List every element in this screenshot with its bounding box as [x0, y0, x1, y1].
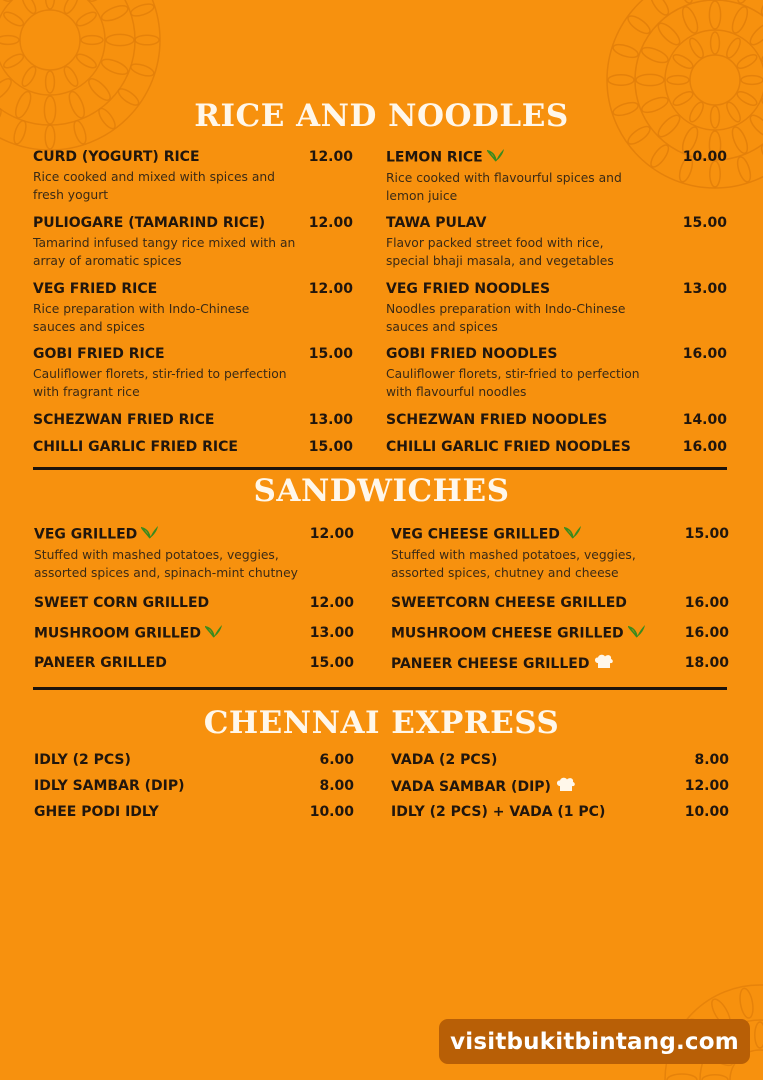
section-title-rice-and-noodles: RICE AND NOODLES — [194, 98, 569, 134]
menu-item-name — [391, 525, 729, 544]
menu-item-price: 15.00 — [309, 655, 354, 671]
website-link[interactable]: visitbukitbintang.com — [450, 1028, 739, 1055]
menu-item-description — [386, 235, 727, 270]
menu-item-price: 12.00 — [308, 149, 353, 165]
menu-item-price: 15.00 — [682, 215, 727, 231]
menu-item-description — [391, 547, 729, 582]
menu-item-name-text: GOBI FRIED NOODLES — [386, 346, 558, 362]
menu-item-description-line: Cauliflower florets, stir-fried to perfection — [386, 367, 640, 381]
menu-item-description — [33, 301, 353, 336]
leaf-icon — [487, 148, 505, 167]
menu-item — [386, 345, 727, 401]
menu-item-price: 6.00 — [319, 752, 354, 768]
leaf-icon — [205, 624, 223, 643]
menu-item-name — [391, 777, 729, 797]
website-badge[interactable] — [439, 1019, 750, 1064]
menu-item-name-text: SCHEZWAN FRIED NOODLES — [386, 412, 608, 428]
menu-item — [34, 594, 354, 612]
menu-item — [386, 280, 727, 336]
menu-item-description — [386, 366, 727, 401]
menu-item-name-text: PULIOGARE (TAMARIND RICE) — [33, 215, 266, 231]
menu-item-description — [386, 301, 727, 336]
menu-item-name-text: VADA SAMBAR (DIP) — [391, 779, 551, 795]
menu-item — [391, 803, 729, 821]
menu-item — [391, 777, 729, 797]
menu-item-description — [34, 547, 354, 582]
menu-item-price: 15.00 — [308, 346, 353, 362]
menu-item-description-line: Rice cooked and mixed with spices and — [33, 170, 275, 184]
menu-item — [391, 751, 729, 769]
menu-item-price: 12.00 — [309, 595, 354, 611]
menu-item-description — [33, 169, 353, 204]
menu-item-name-text: PANEER CHEESE GRILLED — [391, 656, 590, 672]
menu-item — [34, 525, 354, 582]
mandala-top-left-decoration — [0, 0, 170, 160]
menu-item — [386, 411, 727, 429]
menu-item-name — [391, 751, 729, 769]
menu-item — [386, 438, 727, 456]
menu-item-price: 13.00 — [682, 281, 727, 297]
menu-item — [33, 148, 353, 204]
menu-item-price: 15.00 — [684, 526, 729, 542]
menu-item-description-line: Stuffed with mashed potatoes, veggies, — [391, 548, 636, 562]
menu-item-name — [391, 654, 729, 674]
menu-item-description-line: Cauliflower florets, stir-fried to perfection — [33, 367, 287, 381]
menu-item-name — [386, 345, 727, 363]
menu-item-description-line: special bhaji masala, and vegetables — [386, 253, 614, 268]
menu-item-name-text: MUSHROOM GRILLED — [34, 625, 201, 642]
menu-item-price: 14.00 — [682, 412, 727, 428]
chef-hat-icon — [556, 777, 576, 797]
menu-item — [391, 594, 729, 612]
divider — [33, 687, 727, 690]
section-title-chennai-express: CHENNAI EXPRESS — [203, 705, 560, 741]
menu-item — [33, 411, 353, 429]
menu-item-name — [391, 803, 729, 821]
menu-item-price: 10.00 — [309, 804, 354, 820]
menu-item-name-text: CHILLI GARLIC FRIED NOODLES — [386, 439, 631, 455]
menu-item-price: 8.00 — [319, 778, 354, 794]
menu-item-name-text: VADA (2 PCS) — [391, 752, 498, 768]
menu-item-description-line: fresh yogurt — [33, 187, 109, 202]
menu-item-description — [386, 170, 727, 205]
menu-item — [33, 214, 353, 270]
menu-item-name-text: SWEET CORN GRILLED — [34, 595, 210, 611]
menu-item-description-line: Noodles preparation with Indo-Chinese — [386, 302, 626, 316]
menu-item-description-line: array of aromatic spices — [33, 253, 182, 268]
menu-item-name-text: VEG FRIED RICE — [33, 281, 158, 297]
menu-item-description-line: Flavor packed street food with rice, — [386, 236, 604, 250]
menu-item — [391, 624, 729, 643]
menu-item-name — [386, 438, 727, 456]
menu-item-description-line: with fragrant rice — [33, 384, 140, 399]
menu-item-description-line: with flavourful noodles — [386, 384, 527, 399]
menu-item-price: 10.00 — [684, 804, 729, 820]
menu-item-name-text: SCHEZWAN FRIED RICE — [33, 412, 215, 428]
menu-item-description-line: Rice preparation with Indo-Chinese — [33, 302, 250, 316]
menu-item-name-text: IDLY (2 PCS) — [34, 752, 131, 768]
menu-item — [34, 777, 354, 795]
menu-item-name — [386, 280, 727, 298]
menu-item-price: 16.00 — [684, 595, 729, 611]
menu-item — [34, 751, 354, 769]
menu-item-name — [34, 594, 354, 612]
menu-item-name-text: VEG FRIED NOODLES — [386, 281, 551, 297]
menu-item-name — [386, 214, 727, 232]
menu-item-name-text: CHILLI GARLIC FRIED RICE — [33, 439, 238, 455]
leaf-icon — [141, 525, 159, 544]
menu-item-price: 16.00 — [684, 625, 729, 641]
menu-item-description-line: Tamarind infused tangy rice mixed with an — [33, 236, 296, 250]
menu-item-description-line: assorted spices, chutney and cheese — [391, 565, 619, 580]
menu-item-name — [33, 438, 353, 456]
menu-item-name — [34, 777, 354, 795]
menu-item-description-line: sauces and spices — [386, 319, 498, 334]
menu-item-name-text: IDLY (2 PCS) + VADA (1 PC) — [391, 804, 606, 820]
menu-item — [391, 654, 729, 674]
menu-item-description — [33, 366, 353, 401]
menu-item-name — [34, 525, 354, 544]
menu-item-name-text: MUSHROOM CHEESE GRILLED — [391, 625, 624, 642]
menu-item-price: 13.00 — [309, 625, 354, 641]
menu-item-description-line: sauces and spices — [33, 319, 145, 334]
menu-item-name-text: PANEER GRILLED — [34, 655, 167, 671]
menu-item-name-text: TAWA PULAV — [386, 215, 487, 231]
menu-item — [34, 803, 354, 821]
menu-item — [34, 654, 354, 672]
menu-item-name-text: CURD (YOGURT) RICE — [33, 149, 200, 165]
menu-item — [391, 525, 729, 582]
menu-item-name-text: SWEETCORN CHEESE GRILLED — [391, 595, 627, 611]
menu-item — [33, 345, 353, 401]
menu-item-name-text: VEG CHEESE GRILLED — [391, 526, 560, 543]
menu-item-name — [386, 148, 727, 167]
menu-item — [33, 438, 353, 456]
menu-item-price: 12.00 — [309, 526, 354, 542]
menu-item-name — [33, 280, 353, 298]
menu-item-name — [34, 654, 354, 672]
menu-item-name — [34, 624, 354, 643]
menu-item — [33, 280, 353, 336]
menu-item-name-text: VEG GRILLED — [34, 526, 138, 543]
menu-item-name — [386, 411, 727, 429]
menu-item-description-line: assorted spices and, spinach-mint chutney — [34, 565, 298, 580]
menu-item-price: 12.00 — [308, 215, 353, 231]
menu-item-name — [33, 148, 353, 166]
menu-item-description-line: Stuffed with mashed potatoes, veggies, — [34, 548, 279, 562]
menu-item-name — [391, 594, 729, 612]
menu-item-name-text: GOBI FRIED RICE — [33, 346, 165, 362]
menu-item-name — [33, 345, 353, 363]
menu-item-name-text: GHEE PODI IDLY — [34, 804, 159, 820]
menu-item-price: 16.00 — [682, 346, 727, 362]
menu-item-price: 13.00 — [308, 412, 353, 428]
menu-item-name — [34, 803, 354, 821]
leaf-icon — [628, 624, 646, 643]
chef-hat-icon — [594, 654, 614, 674]
menu-item-price: 15.00 — [308, 439, 353, 455]
menu-item-price: 8.00 — [694, 752, 729, 768]
menu-item-description — [33, 235, 353, 270]
menu-item-price: 12.00 — [684, 778, 729, 794]
menu-item-description-line: lemon juice — [386, 188, 458, 203]
menu-item-name — [34, 751, 354, 769]
menu-item-name — [33, 411, 353, 429]
menu-item — [34, 624, 354, 643]
menu-item-name-text: LEMON RICE — [386, 149, 483, 166]
menu-item-price: 12.00 — [308, 281, 353, 297]
menu-item — [386, 148, 727, 205]
menu-item-price: 10.00 — [682, 149, 727, 165]
divider — [33, 467, 727, 470]
leaf-icon — [564, 525, 582, 544]
menu-item-name — [391, 624, 729, 643]
section-title-sandwiches: SANDWICHES — [253, 473, 510, 509]
menu-item — [386, 214, 727, 270]
menu-item-price: 18.00 — [684, 655, 729, 671]
menu-item-price: 16.00 — [682, 439, 727, 455]
menu-item-description-line: Rice cooked with flavourful spices and — [386, 171, 622, 185]
menu-item-name — [33, 214, 353, 232]
menu-item-name-text: IDLY SAMBAR (DIP) — [34, 778, 185, 794]
